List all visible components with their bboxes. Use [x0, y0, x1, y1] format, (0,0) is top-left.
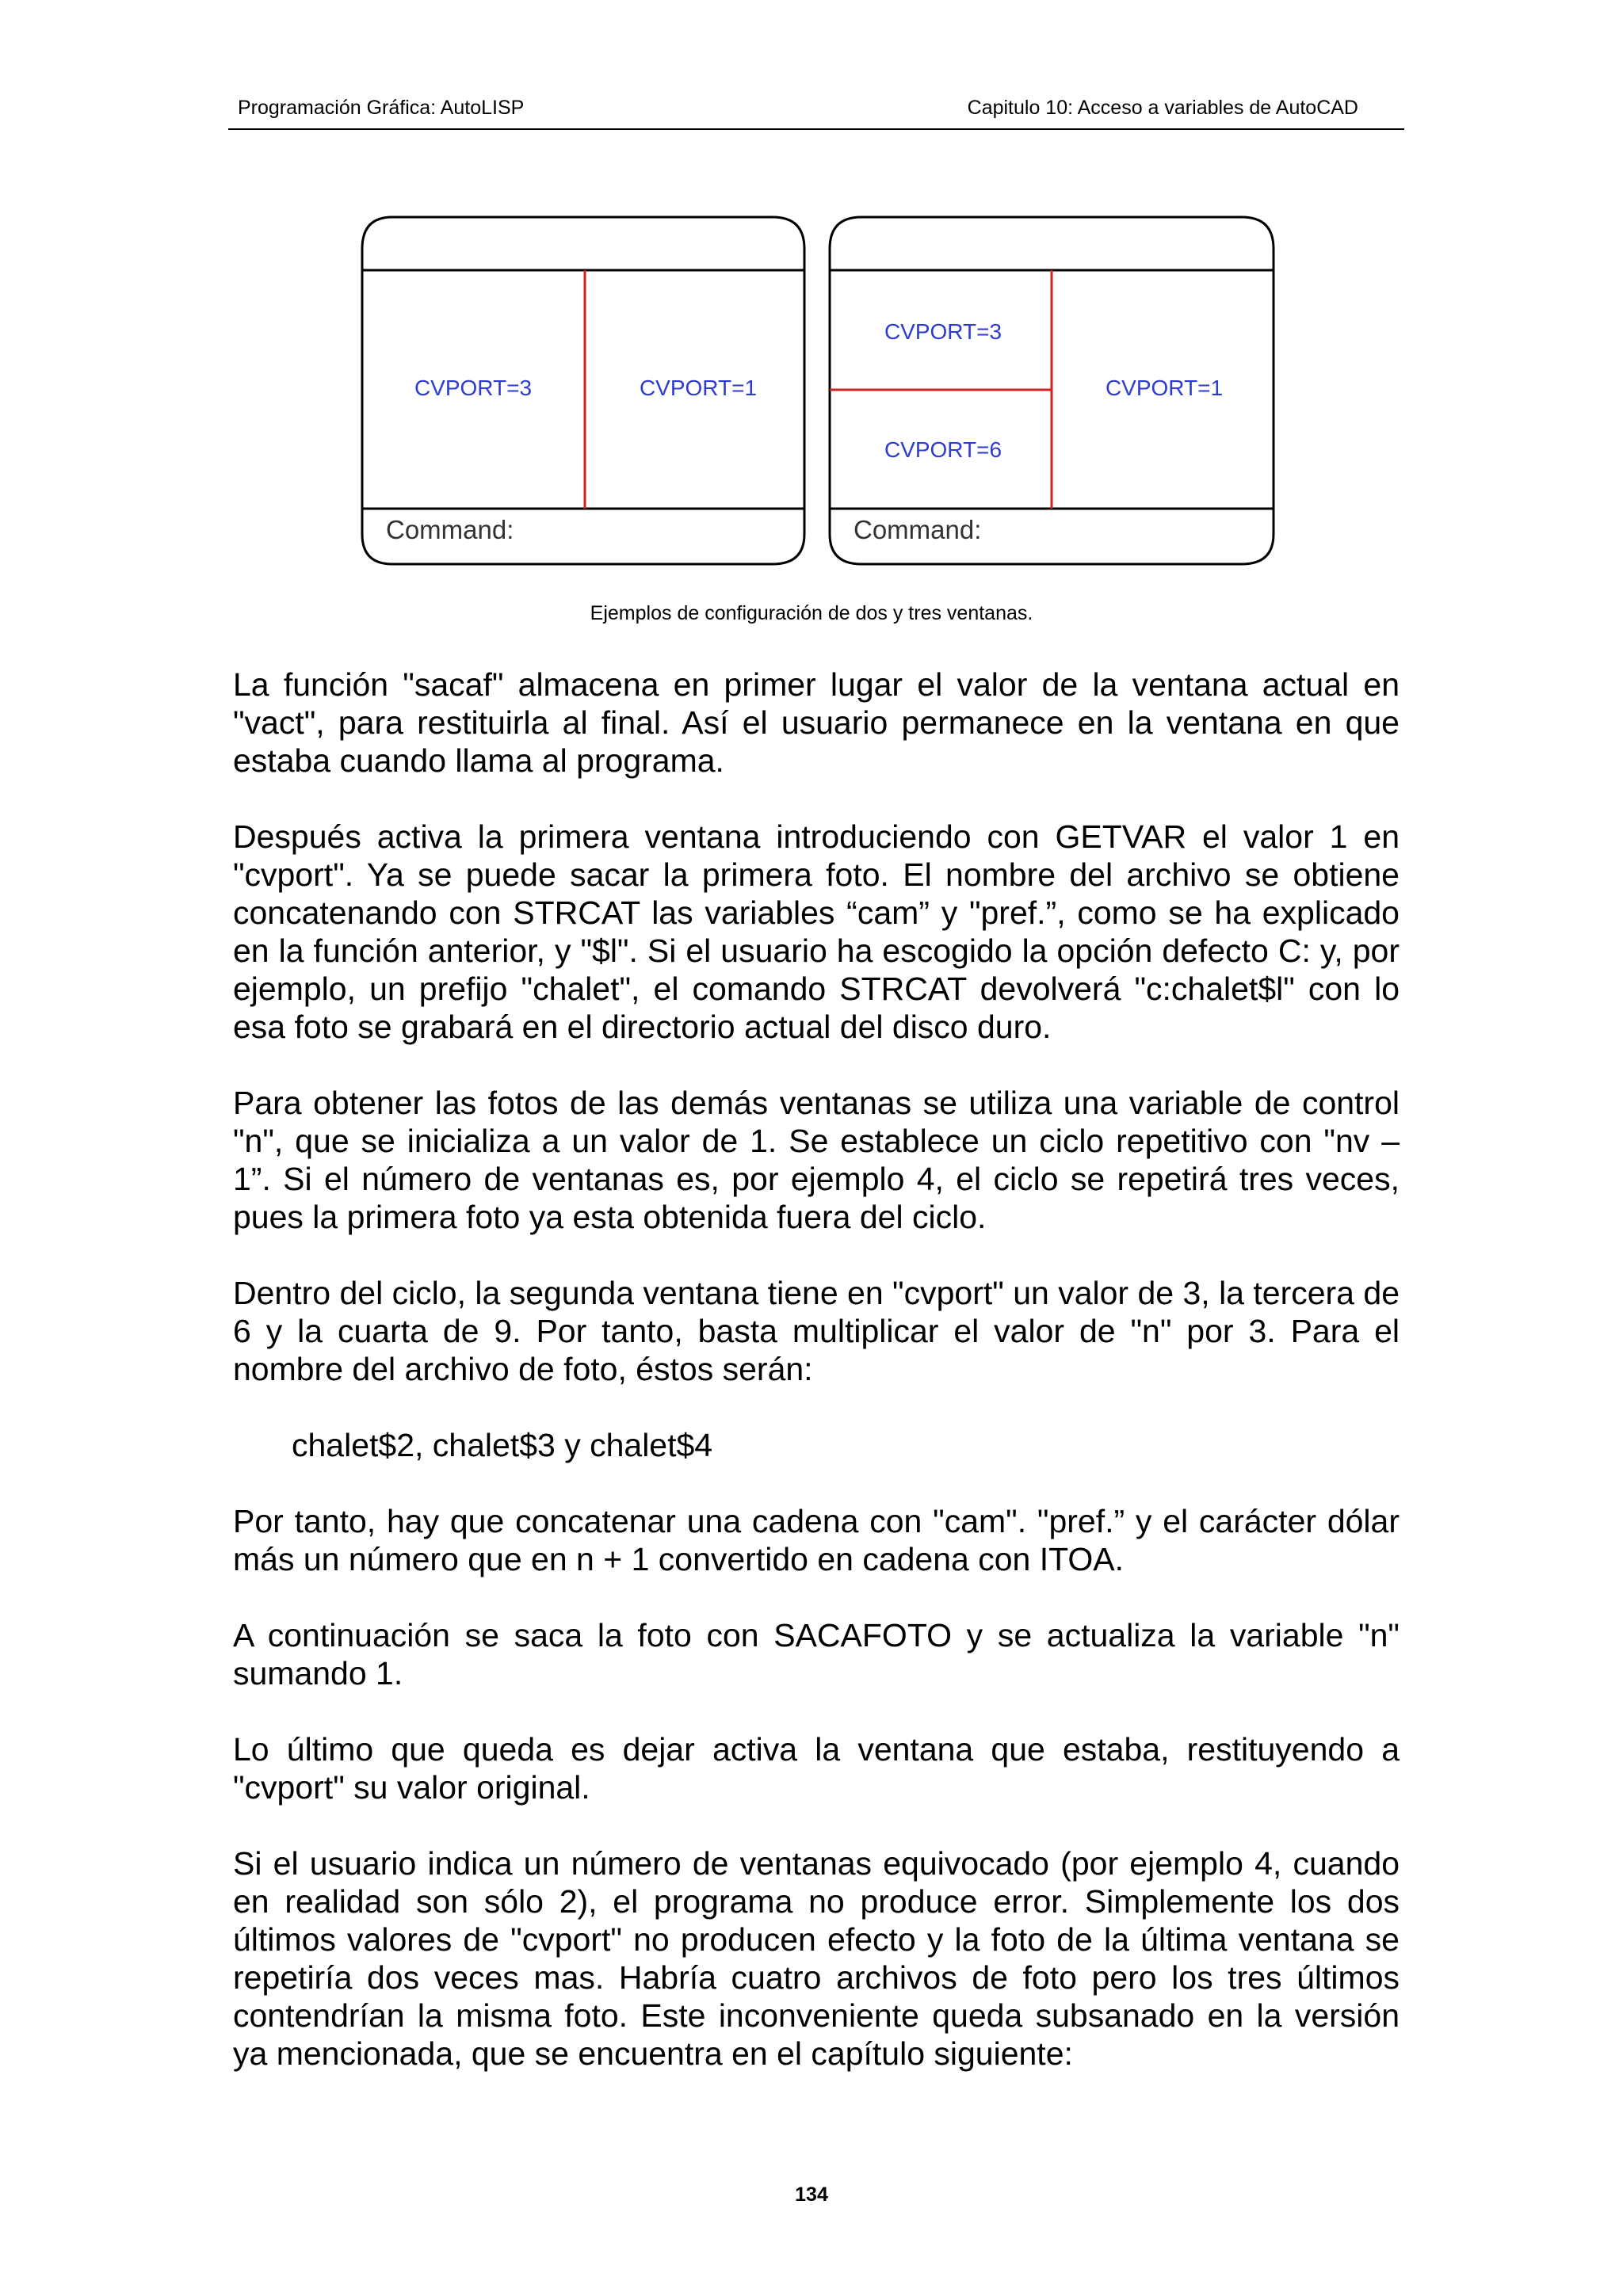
right-viewport-label-1: CVPORT=1 [1105, 376, 1224, 400]
page-number: 134 [795, 2183, 828, 2206]
paragraph: Si el usuario indica un número de ventanas equivocado (por ejemplo 4, cuando en realidad son sólo 2), el programa no produce error. Simplemente los dos últimos valores de "cvport" no producen efecto y la foto de la última ventana se repetiría dos veces mas. Habría cuatro archivos de foto pero los tres últimos contendrían la misma foto. Este inconveniente queda subsanado en la versión ya mencionada, que se encuentra en el capítulo siguiente: [233, 1845, 1400, 2072]
left-viewport-label-3: CVPORT=3 [414, 376, 533, 400]
header-book-title: Programación Gráfica: AutoLISP [238, 97, 525, 119]
left-command-label: Command: [386, 515, 514, 544]
filename-example: chalet$2, chalet$3 y chalet$4 [292, 1427, 713, 1463]
header-chapter-title: Capitulo 10: Acceso a variables de AutoCAD [967, 97, 1358, 119]
body-text [233, 666, 1400, 2111]
right-viewport-label-3: CVPORT=3 [884, 319, 1002, 344]
paragraph: La función "sacaf" almacena en primer lugar el valor de la ventana actual en "vact", para restituirla al final. Así el usuario permanece en la ventana en que estaba cuando llama al programa. [233, 666, 1400, 779]
paragraph: A continuación se saca la foto con SACAFOTO y se actualiza la variable "n" sumando 1. [233, 1617, 1400, 1691]
figure-caption: Ejemplos de configuración de dos y tres ventanas. [590, 602, 1033, 624]
viewport-figure [361, 215, 1276, 567]
page-header [228, 93, 1404, 130]
paragraph: Dentro del ciclo, la segunda ventana tiene en "cvport" un valor de 3, la tercera de 6 y la cuarta de 9. Por tanto, basta multiplicar el valor de "n" por 3. Para el nombre del archivo de foto, éstos serán: [233, 1275, 1400, 1387]
paragraph: Para obtener las fotos de las demás ventanas se utiliza una variable de control "n", que se inicializa a un valor de 1. Se establece un ciclo repetitivo con "nv – 1”. Si el número de ventanas es, por ejemplo 4, el ciclo se repetirá tres veces, pues la primera foto ya esta obtenida fuera del ciclo. [233, 1085, 1400, 1235]
left-viewport-label-1: CVPORT=1 [639, 376, 758, 400]
paragraph: Por tanto, hay que concatenar una cadena con "cam". "pref.” y el carácter dólar más un número que en n + 1 convertido en cadena con ITOA. [233, 1503, 1400, 1577]
paragraph: Lo último que queda es dejar activa la ventana que estaba, restituyendo a "cvport" su valor original. [233, 1731, 1400, 1806]
paragraph: Después activa la primera ventana introduciendo con GETVAR el valor 1 en "cvport". Ya se puede sacar la primera foto. El nombre del archivo se obtiene concatenando con STRCAT las variables “cam” y "pref.”, como se ha explicado en la función anterior, y "$l". Si el usuario ha escogido la opción defecto C: y, por ejemplo, un prefijo "chalet", el comando STRCAT devolverá "c:chalet$l" con lo esa foto se grabará en el directorio actual del disco duro. [233, 818, 1400, 1045]
right-command-label: Command: [854, 515, 982, 544]
right-viewport-label-6: CVPORT=6 [884, 437, 1002, 462]
